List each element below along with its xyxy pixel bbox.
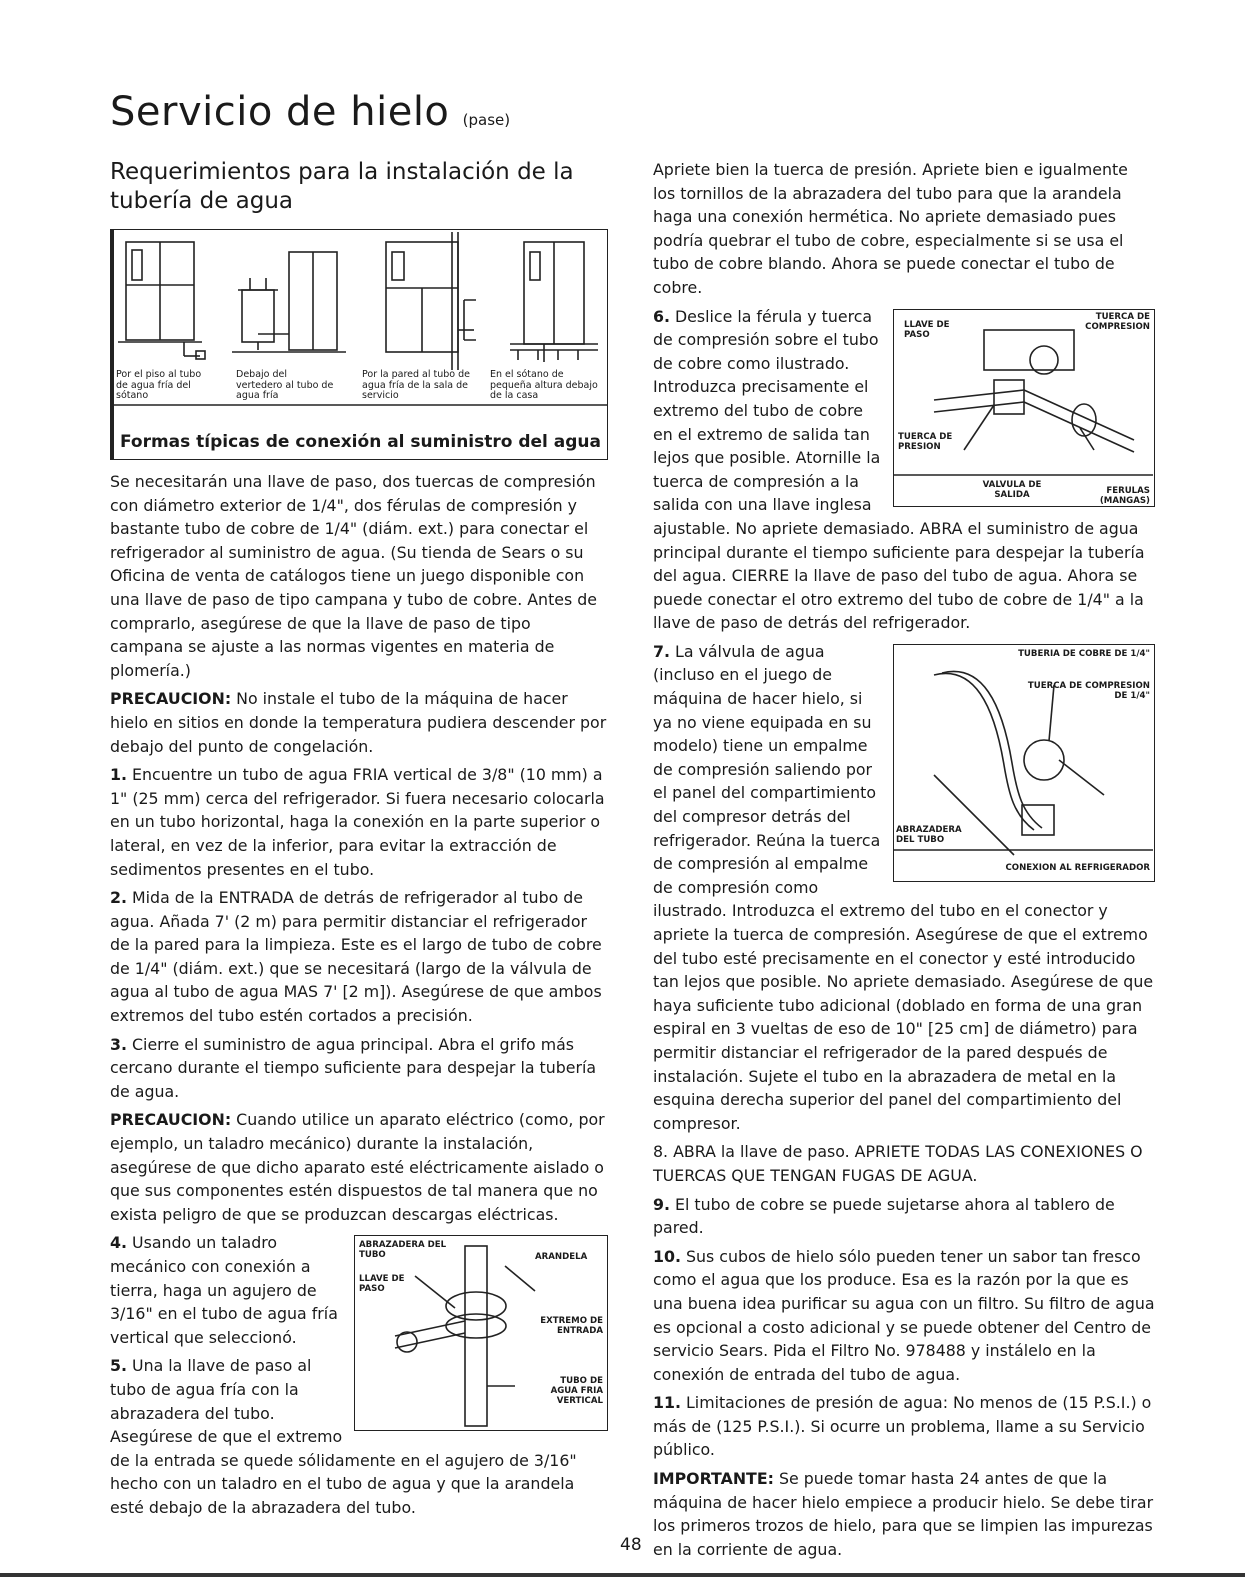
refrigerator-connection-figure xyxy=(893,644,1155,882)
connection-label-sink: Debajo del vertedero al tubo de agua fría xyxy=(236,369,334,401)
valve-label-ferulas: FERULAS (MANGAS) xyxy=(1099,485,1150,506)
section-heading: Requerimientos para la instalación de la tubería de agua xyxy=(110,159,574,214)
title-main: Servicio de hielo xyxy=(110,89,450,135)
left-column xyxy=(110,158,608,1525)
caution-label-1: PRECAUCION: xyxy=(110,689,232,709)
clamp-label-tubo: TUBO DE AGUA FRIA VERTICAL xyxy=(550,1376,603,1407)
step-10 xyxy=(653,1245,1155,1387)
caution-paragraph-1 xyxy=(110,687,608,758)
pipe-clamp-figure xyxy=(354,1235,608,1431)
connection-label-floor: Por el piso al tubo de agua fría del sótano xyxy=(116,369,202,401)
step-3 xyxy=(110,1033,608,1104)
right-intro-paragraph: Apriete bien la tuerca de presión. Apriete bien e igualmente los tornillos de la abrazadera del tubo para que la arandela haga una conexión hermética. No apriete demasiado pues podría quebrar el tubo de cobre, especialmente si se usa el tubo de cobre blando. Ahora se puede conectar el tubo de cobre. xyxy=(653,160,1128,297)
important-text: Se puede tomar hasta 24 antes de que la máquina de hacer hielo empiece a producir hielo. Se debe tirar los primeros trozos de hielo, para que se limpien las impurezas en la corriente de agua. xyxy=(653,1469,1154,1559)
step-11-text: Limitaciones de presión de agua: No menos de (15 P.S.I.) o más de (125 P.S.I.). Si ocurre un problema, llame a su Servicio público. xyxy=(653,1393,1152,1460)
step-3-text: Cierre el suministro de agua principal. Abra el grifo más cercano durante el tiempo suficiente para despejar la tubería de agua. xyxy=(110,1034,597,1101)
clamp-label-abrazadera: ABRAZADERA DEL TUBO xyxy=(359,1240,447,1261)
step-2 xyxy=(110,886,608,1028)
step-8: 8. ABRA la llave de paso. APRIETE TODAS LAS CONEXIONES O TUERCAS QUE TENGAN FUGAS DE AGUA. xyxy=(653,1142,1143,1185)
caution-paragraph-2 xyxy=(110,1108,608,1226)
step-9 xyxy=(653,1193,1155,1240)
connection-label-crawlspace: En el sótano de pequeña altura debajo de la casa xyxy=(490,369,598,401)
title-suffix: (pase) xyxy=(462,111,511,129)
step-6-number: 6. xyxy=(653,306,670,326)
step-10-text: Sus cubos de hielo sólo pueden tener un sabor tan fresco como el agua que los produce. Esa es la razón por la que es una buena idea purificar su agua con un filtro. Su filtro de agua es opcional a costo adicional y se puede obtener del Centro de servicio Sears. Pida el Filtro No. 978488 y instálelo en la conexión de entrada del tubo de agua. xyxy=(653,1246,1155,1384)
clamp-label-extremo: EXTREMO DE ENTRADA xyxy=(540,1316,603,1337)
conn-label-abrazadera: ABRAZADERA DEL TUBO xyxy=(896,824,962,845)
clamp-label-arandela: ARANDELA xyxy=(535,1252,588,1263)
conn-label-tuerca: TUERCA DE COMPRESION DE 1/4" xyxy=(1027,680,1150,701)
step-3-number: 3. xyxy=(110,1034,127,1054)
step-10-number: 10. xyxy=(653,1246,681,1266)
valve-label-tuerca-presion: TUERCA DE PRESION xyxy=(898,431,953,452)
step-7-text: La válvula de agua (incluso en el juego de máquina de hacer hielo, si ya no viene equipada en su modelo) tiene un empalme de compresión saliendo por el panel del compartimiento del compresor detrás del refrigerador. Reúna la tuerca de compresión al empalme de compresión como ilustrado. Introduzca el extremo del tubo en el conector y apriete la tuerca de compresión. Asegúrese de que el extremo del tubo esté precisamente en el conector y esté introducido tan lejos que posible. No apriete demasiado. Asegúrese de que haya suficiente tubo adicional (doblado en forma de una gran espiral en 3 vueltas de eso de 10" [25 cm] de diámetro) para permitir distanciar el refrigerador de la pared después de instalación. Sujete el tubo en la abrazadera de metal en la esquina derecha superior del panel del compartimiento del compresor. xyxy=(653,641,1154,1133)
important-paragraph xyxy=(653,1467,1155,1561)
step-4-number: 4. xyxy=(110,1233,127,1253)
conn-label-conexion: CONEXION AL REFRIGERADOR xyxy=(1005,862,1150,873)
caution-text-1: No instale el tubo de la máquina de hacer hielo en sitios en donde la temperatura pudiera descender por debajo del punto de congelación. xyxy=(110,689,607,756)
connection-label-wall: Por la pared al tubo de agua fría de la sala de servicio xyxy=(362,369,471,401)
page-title xyxy=(110,89,511,135)
valve-label-valvula: VALVULA DE SALIDA xyxy=(982,479,1042,500)
step-11 xyxy=(653,1391,1155,1462)
figure-caption: Formas típicas de conexión al suministro del agua xyxy=(119,432,602,452)
step-11-number: 11. xyxy=(653,1393,681,1413)
step-9-text: El tubo de cobre se puede sujetarse ahora al tablero de pared. xyxy=(653,1194,1115,1238)
step-5-number: 5. xyxy=(110,1356,127,1376)
valve-label-llave: LLAVE DE PASO xyxy=(904,319,950,340)
step-5-text: Una la llave de paso al tubo de agua fría con la abrazadera del tubo. Asegúrese de que el extremo de la entrada se quede sólidamente en el agujero de 3/16" hecho con un taladro en el tubo de agua y que la arandela esté debajo de la abrazadera del tubo. xyxy=(110,1356,577,1517)
step-9-number: 9. xyxy=(653,1194,670,1214)
intro-paragraph: Se necesitarán una llave de paso, dos tuercas de compresión con diámetro exterior de 1/4", dos férulas de compresión y bastante tubo de cobre de 1/4" (diám. ext.) para conectar el refrigerador al suministro de agua. (Su tienda de Sears o su Oficina de venta de catálogos tiene un juego disponible con una llave de paso de tipo campana y tubo de cobre. Antes de comprarlo, asegúrese de que la llave de paso de tipo campana se ajuste a las normas vigentes en materia de plomería.) xyxy=(110,472,597,680)
shutoff-valve-figure xyxy=(893,309,1155,507)
step-4-text: Usando un taladro mecánico con conexión a tierra, haga un agujero de 3/16" en el tubo de agua fría vertical que seleccionó. xyxy=(110,1233,338,1347)
page-number: 48 xyxy=(620,1535,642,1555)
clamp-label-llave: LLAVE DE PASO xyxy=(359,1274,405,1295)
step-2-number: 2. xyxy=(110,888,127,908)
step-7-number: 7. xyxy=(653,641,670,661)
bottom-rule xyxy=(0,1573,1245,1577)
step-2-text: Mida de la ENTRADA de detrás de refrigerador al tubo de agua. Añada 7' (2 m) para permitir distanciar el refrigerador de la pared para la limpieza. Este es el largo de tubo de cobre de 1/4" (diám. ext.) que se necesitará (largo de la válvula de agua al tubo de agua MAS 7' [2 m]). Asegúrese de que ambos extremos del tubo estén cortados a precisión. xyxy=(110,888,602,1026)
conn-label-tuberia: TUBERIA DE COBRE DE 1/4" xyxy=(1018,648,1150,659)
important-label: IMPORTANTE: xyxy=(653,1469,774,1489)
step-1-number: 1. xyxy=(110,765,127,785)
right-column xyxy=(653,158,1155,1566)
step-1 xyxy=(110,763,608,881)
connection-types-figure xyxy=(110,229,608,460)
step-1-text: Encuentre un tubo de agua FRIA vertical de 3/8" (10 mm) a 1" (25 mm) cerca del refrigerador. Si fuera necesario colocarla en un tubo horizontal, haga la conexión en la parte superior o lateral, en vez de la inferior, para evitar la extracción de sedimentos presentes en el tubo. xyxy=(110,765,605,879)
caution-text-2: Cuando utilice un aparato eléctrico (como, por ejemplo, un taladro mecánico) durante la instalación, asegúrese de que dicho aparato esté eléctricamente aislado o que sus componentes estén dispuestos de tal manera que no exista peligro de que se produzcan descargas eléctricas. xyxy=(110,1110,605,1224)
connection-types-illustration xyxy=(114,230,608,458)
caution-label-2: PRECAUCION: xyxy=(110,1110,232,1130)
step-6-text: Deslice la férula y tuerca de compresión sobre el tubo de cobre como ilustrado. Introduzca precisamente el extremo del tubo de cobre en el extremo de salida tan lejos que posible. Atornille la tuerca de compresión a la salida con una llave inglesa ajustable. No apriete demasiado. ABRA el suministro de agua principal durante el tiempo suficiente para despejar la tubería del agua. CIERRE la llave de paso del tubo de agua. Ahora se puede conectar el otro extremo del tubo de cobre de 1/4" a la llave de paso de detrás del refrigerador. xyxy=(653,306,1145,633)
valve-label-tuerca-compresion: TUERCA DE COMPRESION xyxy=(1085,311,1150,332)
